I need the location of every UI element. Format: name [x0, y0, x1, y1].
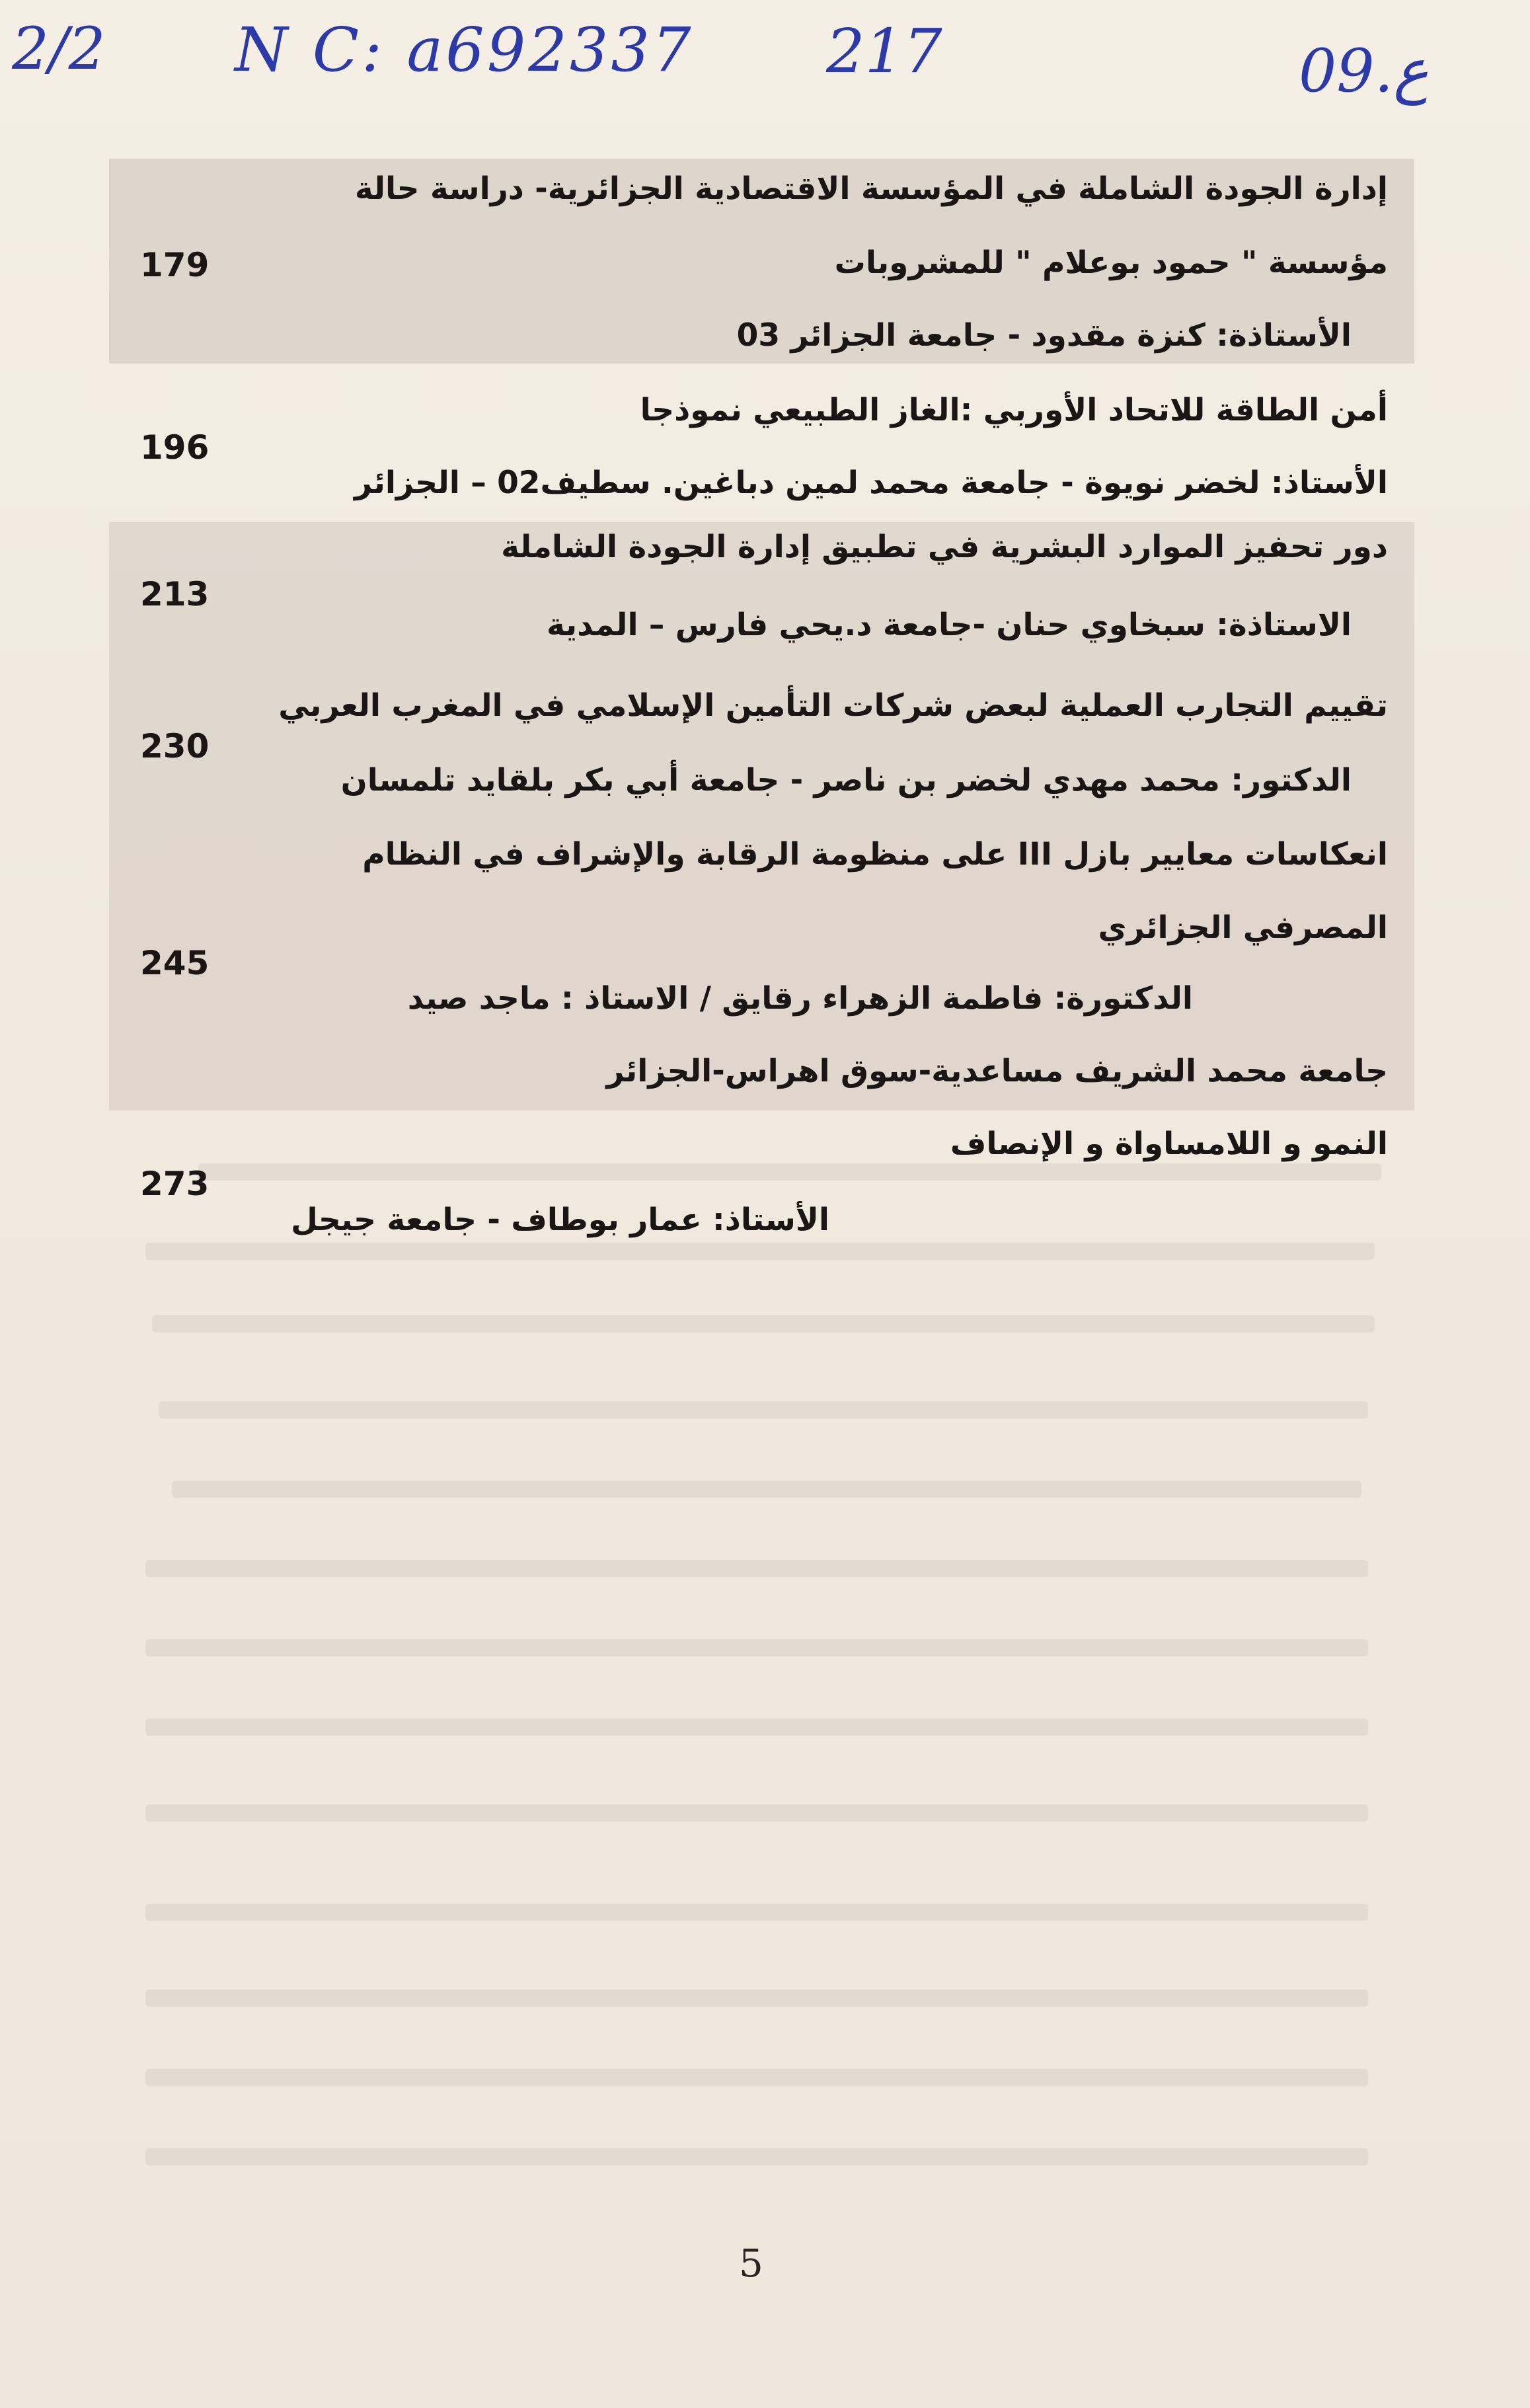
toc-page-number: 273	[140, 1165, 210, 1203]
show-through-line	[145, 2148, 1368, 2165]
toc-page-number: 245	[140, 944, 210, 982]
show-through-line	[145, 1719, 1368, 1736]
show-through-line	[159, 1401, 1368, 1418]
handwritten-code: N C: a692337	[235, 15, 694, 85]
toc-entry-author: الدكتورة: فاطمة الزهراء رقايق / الاستاذ : ماجد صيد	[407, 980, 1193, 1017]
toc-entry-title: انعكاسات معايير بازل III على منظومة الرقابة والإشراف في النظام	[362, 836, 1388, 873]
show-through-line	[145, 1990, 1368, 2007]
toc-entry-author: جامعة محمد الشريف مساعدية-سوق اهراس-الجزائر	[606, 1053, 1388, 1089]
toc-entry-title: مؤسسة " حمود بوعلام " للمشروبات	[834, 245, 1388, 281]
toc-entry-author: الاستاذة: سبخاوي حنان -جامعة د.يحي فارس – المدية	[546, 607, 1352, 643]
toc-page-number: 196	[140, 428, 210, 467]
toc-entry-title: المصرفي الجزائري	[1098, 910, 1388, 946]
show-through-line	[172, 1481, 1361, 1498]
show-through-line	[198, 1163, 1381, 1181]
toc-entry-author: الأستاذ: لخضر نويوة - جامعة محمد لمين دباغين. سطيف02 – الجزائر	[354, 465, 1388, 501]
toc-page-number: 179	[140, 246, 210, 284]
toc-entry-title: إدارة الجودة الشاملة في المؤسسة الاقتصادية الجزائرية- دراسة حالة	[354, 171, 1388, 207]
toc-entry-title: دور تحفيز الموارد البشرية في تطبيق إدارة الجودة الشاملة	[501, 529, 1388, 565]
show-through-line	[152, 1315, 1375, 1333]
toc-entry-author: الأستاذ: عمار بوطاف - جامعة جيجل	[291, 1202, 829, 1238]
toc-entry-author: الأستاذة: كنزة مقدود - جامعة الجزائر 03	[736, 317, 1352, 354]
toc-entry-title: أمن الطاقة للاتحاد الأوربي :الغاز الطبيعي نموذجا	[640, 392, 1388, 428]
toc-entry-title: تقييم التجارب العملية لبعض شركات التأمين الإسلامي في المغرب العربي	[278, 687, 1388, 724]
show-through-line	[145, 1639, 1368, 1656]
toc-entry-author: الدكتور: محمد مهدي لخضر بن ناصر - جامعة أبي بكر بلقايد تلمسان	[340, 762, 1352, 798]
toc-entry-title: النمو و اللامساواة و الإنصاف	[950, 1126, 1388, 1162]
show-through-line	[145, 2069, 1368, 2086]
show-through-line	[145, 1904, 1368, 1921]
show-through-line	[145, 1805, 1368, 1822]
handwritten-shelf-mark: 09.ع	[1299, 36, 1429, 106]
show-through-line	[145, 1560, 1368, 1577]
toc-page-number: 213	[140, 575, 210, 613]
page-footer-number: 5	[739, 2241, 763, 2286]
handwritten-fraction: 2/2	[12, 15, 106, 83]
toc-page-number: 230	[140, 727, 210, 765]
handwritten-number: 217	[826, 16, 942, 87]
show-through-line	[145, 1243, 1375, 1260]
